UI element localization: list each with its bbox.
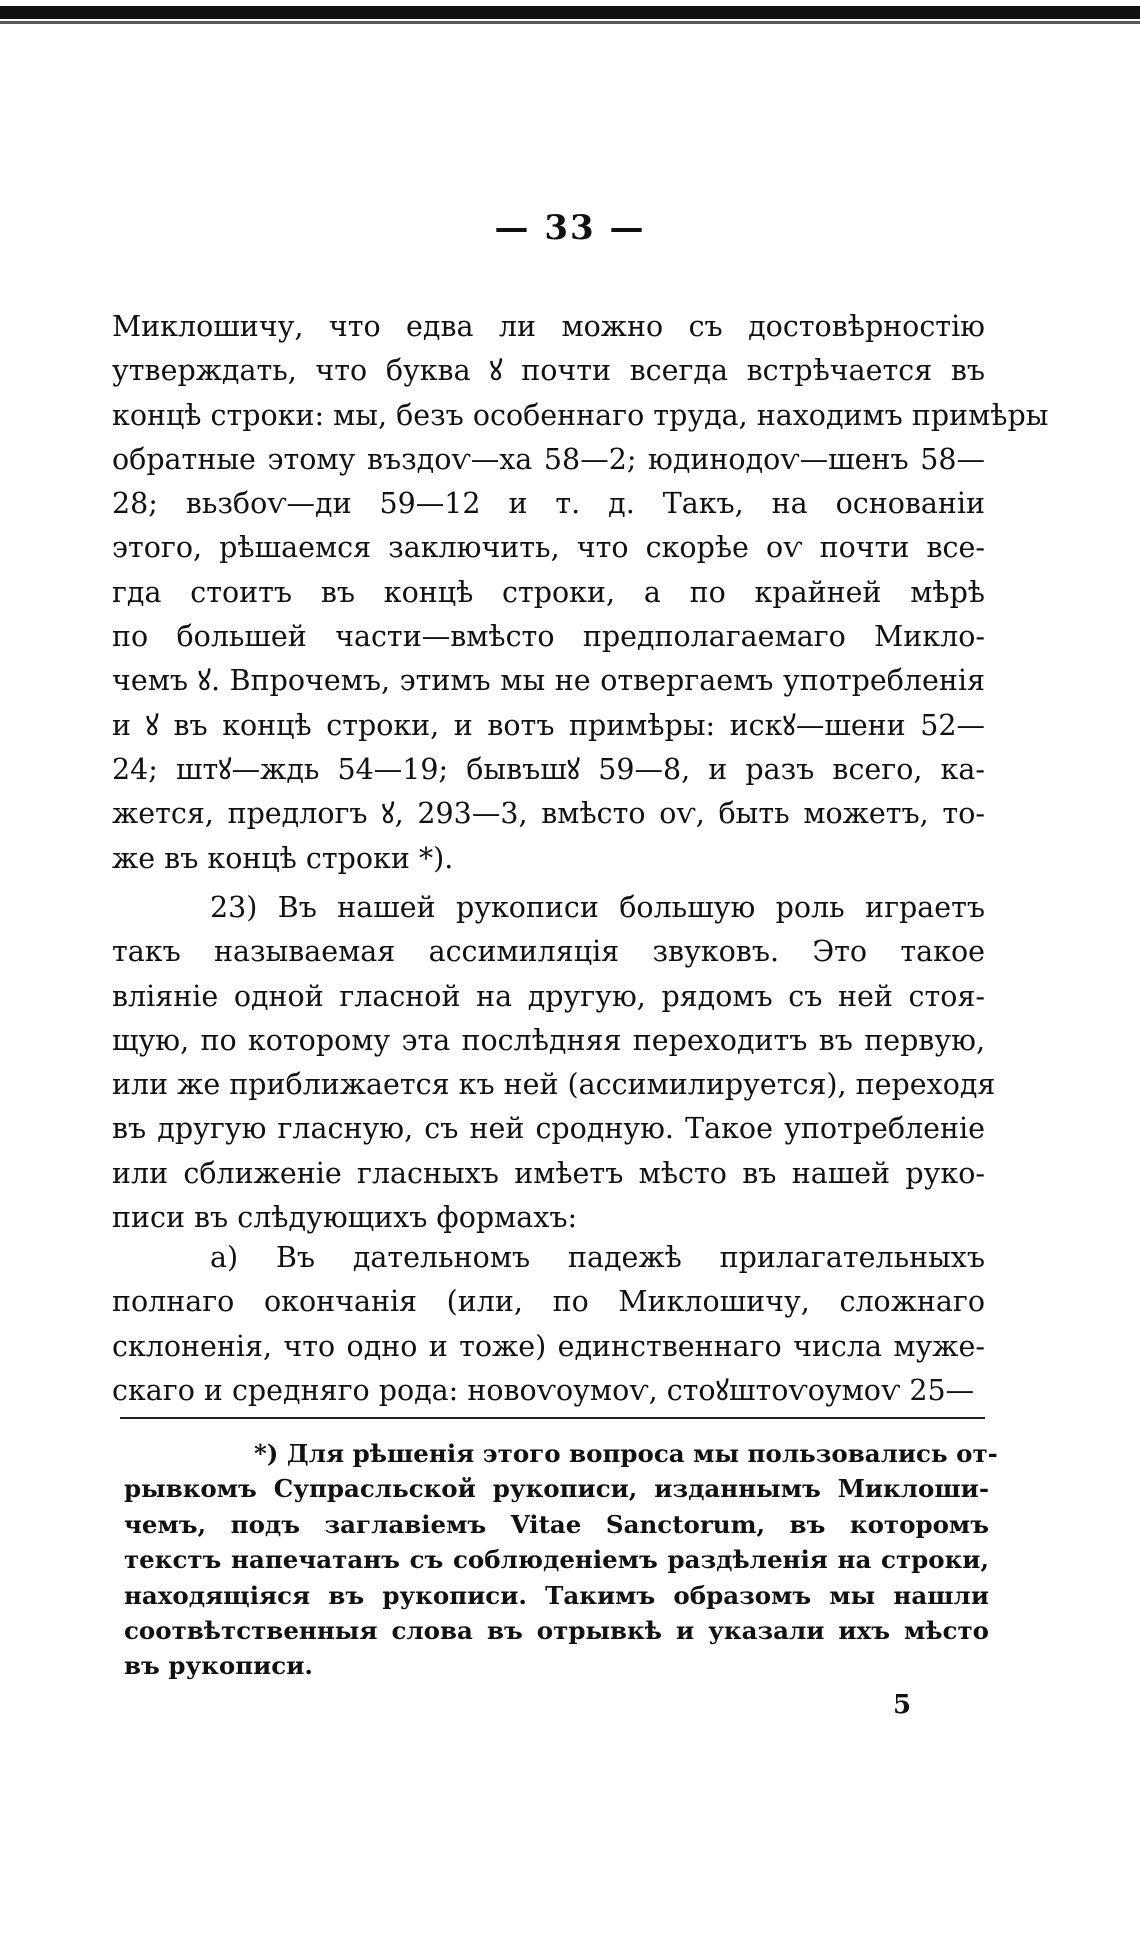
footnote-line: въ рукописи. bbox=[124, 1651, 313, 1681]
footnote-line: соотвѣтственныя слова въ отрывкѣ и указали ихъ мѣсто bbox=[124, 1616, 989, 1646]
footnote-line: текстъ напечатанъ съ соблюденіемъ раздѣленія на строки, bbox=[124, 1545, 989, 1575]
text-line: 24; штꙋ—ждь 54—19; бывъшꙋ 59—8, и разъ всего, ка- bbox=[112, 752, 985, 786]
paragraph-2 bbox=[112, 886, 996, 1240]
top-border-rule bbox=[0, 6, 1140, 19]
footnote-line: *) Для рѣшенія этого вопроса мы пользовались от- bbox=[254, 1439, 998, 1468]
text-line: этого, рѣшаемся заключить, что скорѣе оѵ почти все- bbox=[112, 531, 985, 565]
footnote-line: рывкомъ Супрасльской рукописи, изданнымъ Миклоши- bbox=[124, 1474, 989, 1504]
signature-mark: 5 bbox=[893, 1690, 912, 1720]
text-line: гда стоитъ въ концѣ строки, а по крайней мѣрѣ bbox=[112, 575, 985, 609]
text-line: вліяніе одной гласной на другую, рядомъ съ ней стоя- bbox=[112, 979, 985, 1013]
text-line: такъ называемая ассимиляція звуковъ. Это такое bbox=[112, 935, 985, 969]
footnote bbox=[124, 1436, 998, 1684]
text-line: 28; вьзбоѵ—ди 59—12 и т. д. Такъ, на основаніи bbox=[112, 487, 985, 521]
text-line: утверждать, что буква ꙋ почти всегда встрѣчается въ bbox=[112, 354, 985, 388]
text-line: или сближеніе гласныхъ имѣетъ мѣсто въ нашей руко- bbox=[112, 1156, 985, 1190]
text-line: скаго и средняго рода: новоѵоумоѵ, стоꙋштоѵоумоѵ 25— bbox=[112, 1373, 975, 1407]
text-line: по большей части—вмѣсто предполагаемаго Миклo- bbox=[112, 620, 985, 654]
text-line: 23) Въ нашей рукописи большую роль играетъ bbox=[210, 891, 985, 924]
text-line: Миклошичу, что едва ли можно съ достовѣрностію bbox=[112, 310, 985, 343]
paragraph-3 bbox=[112, 1236, 985, 1413]
text-line: и ꙋ въ концѣ строки, и вотъ примѣры: искꙋ—шени 52— bbox=[112, 708, 985, 742]
footnote-line: чемъ, подъ заглавіемъ Vitae Sanctorum, въ которомъ bbox=[124, 1509, 989, 1539]
text-line: склоненія, что одно и тоже) единственнаго числа муже- bbox=[112, 1329, 985, 1363]
footnote-line: находящіяся въ рукописи. Такимъ образомъ мы нашли bbox=[124, 1580, 989, 1610]
text-line: щую, по которому эта послѣдняя переходитъ въ первую, bbox=[112, 1023, 985, 1057]
text-line: писи въ слѣдующихъ формахъ: bbox=[112, 1201, 578, 1235]
text-line: или же приближается къ ней (ассимилируется), переходя bbox=[112, 1068, 996, 1102]
text-line: же въ концѣ строки *). bbox=[112, 841, 454, 875]
text-line: а) Въ дательномъ падежѣ прилагательныхъ bbox=[210, 1241, 985, 1274]
page-number: — 33 — bbox=[494, 208, 646, 248]
footnote-divider bbox=[120, 1417, 985, 1419]
top-border-rule-lower bbox=[0, 21, 1140, 24]
text-line: въ другую гласную, съ ней сродную. Такое употребленіе bbox=[112, 1112, 985, 1146]
text-line: концѣ строки: мы, безъ особеннаго труда, нaходимъ примѣры bbox=[112, 398, 1049, 432]
text-line: чемъ ꙋ. Впрочемъ, этимъ мы не отвергаемъ употребленія bbox=[112, 664, 985, 698]
text-line: полнаго окончанія (или, по Миклошичу, сложнаго bbox=[112, 1285, 985, 1319]
text-line: обратные этому въздоѵ—ха 58—2; юдинодоѵ—шенъ 58— bbox=[112, 442, 985, 476]
paragraph-1 bbox=[112, 305, 1049, 881]
text-line: жется, предлогъ ꙋ, 293—3, вмѣсто оѵ, быть можетъ, то- bbox=[112, 797, 985, 831]
